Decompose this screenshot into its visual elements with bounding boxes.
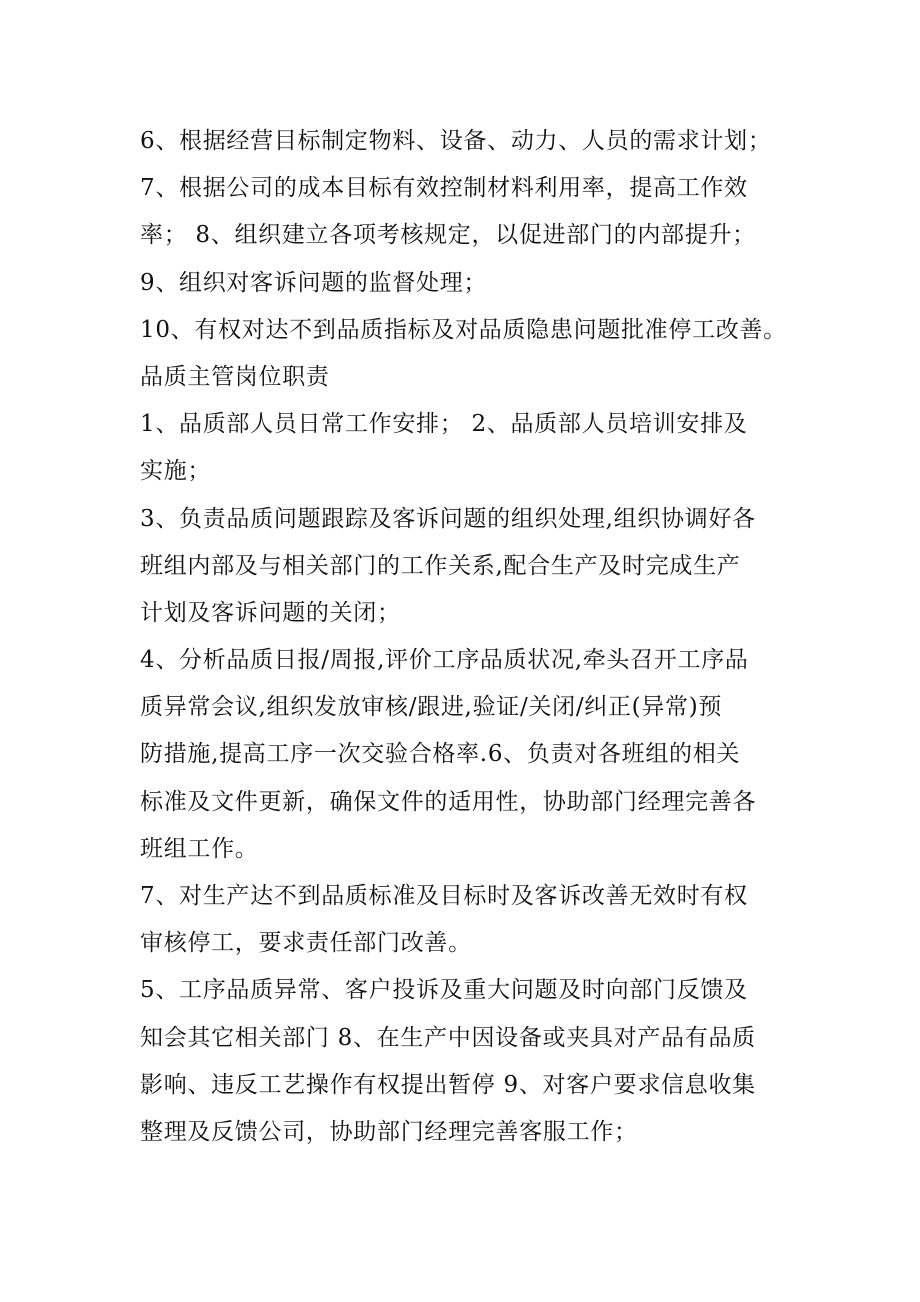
text-line: 质异常会议,组织发放审核/跟进,验证/关闭/纠正(异常)预	[140, 694, 723, 721]
document-body	[140, 118, 800, 1156]
text-line: 6、根据经营目标制定物料、设备、动力、人员的需求计划；	[140, 128, 772, 154]
text-line: 9、组织对客诉问题的监督处理；	[140, 269, 488, 296]
text-line: 7、根据公司的成本目标有效控制材料利用率，提高工作效	[140, 175, 748, 202]
text-line: 标准及文件更新，确保文件的适用性，协助部门经理完善各	[140, 788, 757, 815]
text-line: 防措施,提高工序一次交验合格率.6、负责对各班组的相关	[140, 741, 741, 768]
text-line: 3、负责品质问题跟踪及客诉问题的组织处理,组织协调好各	[140, 505, 756, 532]
text-line: 实施；	[140, 458, 212, 485]
text-line: 率； 8、组织建立各项考核规定，以促进部门的内部提升；	[140, 222, 756, 249]
text-line: 1、品质部人员日常工作安排； 2、品质部人员培训安排及	[140, 411, 748, 438]
text-line: 5、工序品质异常、客户投诉及重大问题及时向部门反馈及	[140, 977, 748, 1004]
text-line: 7、对生产达不到品质标准及目标时及客诉改善无效时有权	[140, 883, 748, 909]
text-line: 审核停工，要求责任部门改善。	[140, 930, 472, 957]
text-line: 知会其它相关部门 8、在生产中因设备或夹具对产品有品质	[140, 1024, 756, 1051]
section-heading: 品质主管岗位职责	[140, 363, 330, 390]
text-line: 4、分析品质日报/周报,评价工序品质状况,牵头召开工序品	[140, 647, 749, 674]
text-line: 10、有权对达不到品质指标及对品质隐患问题批准停工改善。	[140, 316, 787, 343]
text-line: 整理及反馈公司，协助部门经理完善客服工作；	[140, 1118, 638, 1145]
text-line: 班组工作。	[140, 835, 259, 862]
text-line: 计划及客诉问题的关闭；	[140, 599, 401, 626]
text-line: 班组内部及与相关部门的工作关系,配合生产及时完成生产	[140, 552, 741, 579]
text-line: 影响、违反工艺操作有权提出暂停 9、对客户要求信息收集	[140, 1071, 756, 1098]
